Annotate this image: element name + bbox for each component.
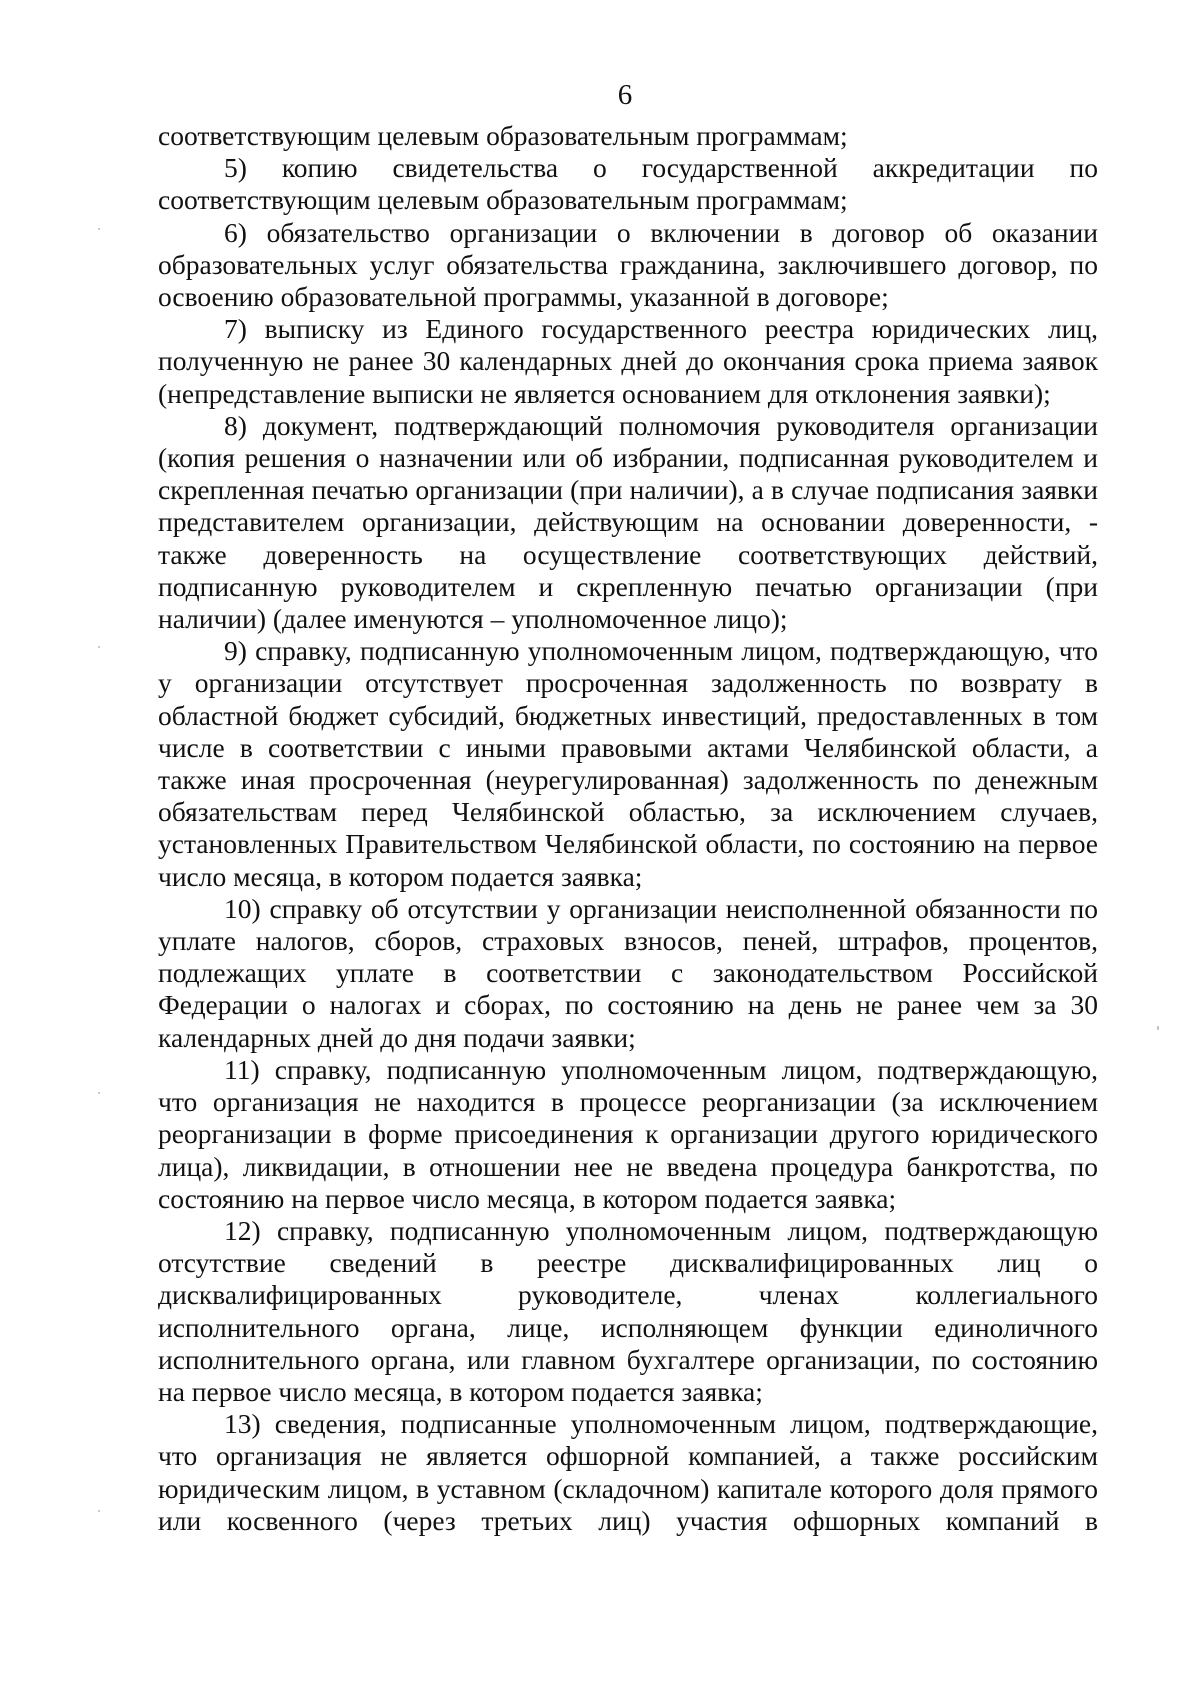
- scan-speck: [1157, 1026, 1159, 1030]
- scan-speck: [98, 1092, 100, 1094]
- list-item-6: 6) обязательство организации о включении в договор об оказании образовательных услуг обязательства гражданина, заключившего договор, по освоению образовательной программы, указанной в договоре;: [158, 216, 1098, 313]
- list-item-13: 13) сведения, подписанные уполномоченным лицом, подтверждающие, что организация не является офшорной компанией, а также российским юридическим лицом, в уставном (складочном) капитале которого доля прямого или косвенного (через третьих лиц) участия офшорных компаний в: [158, 1408, 1098, 1536]
- page-number: 6: [617, 79, 633, 111]
- document-body: [158, 120, 1098, 1537]
- scan-speck: [98, 228, 100, 230]
- list-item-9: 9) справку, подписанную уполномоченным лицом, подтверждающую, что у организации отсутствует просроченная задолженность по возврату в областной бюджет субсидий, бюджетных инвестиций, предоставленных в том числе в соответствии с иными правовыми актами Челябинской области, а также иная просроченная (неурегулированная) задолженность по денежным обязательствам перед Челябинской областью, за исключением случаев, установленных Правительством Челябинской области, по состоянию на первое число месяца, в котором подается заявка;: [158, 635, 1098, 892]
- paragraph-continuation: соответствующим целевым образовательным программам;: [158, 120, 848, 151]
- list-item-10: 10) справку об отсутствии у организации неисполненной обязанности по уплате налогов, сборов, страховых взносов, пеней, штрафов, процентов, подлежащих уплате в соответствии с законодательством Российской Федерации о налогах и сборах, по состоянию на день не ранее чем за 30 календарных дней до дня подачи заявки;: [158, 892, 1098, 1053]
- list-item-11: 11) справку, подписанную уполномоченным лицом, подтверждающую, что организация не находится в процессе реорганизации (за исключением реорганизации в форме присоединения к организации другого юридического лица), ликвидации, в отношении нее не введена процедура банкротства, по состоянию на первое число месяца, в котором подается заявка;: [158, 1053, 1098, 1214]
- scan-speck: [98, 646, 100, 648]
- list-item-5: 5) копию свидетельства о государственной аккредитации по соответствующим целевым образовательным программам;: [158, 152, 1098, 216]
- list-item-12: 12) справку, подписанную уполномоченным лицом, подтверждающую отсутствие сведений в реестре дисквалифицированных лиц о дисквалифицированных руководителе, членах коллегиального исполнительного органа, лице, исполняющем функции единоличного исполнительного органа, или главном бухгалтере организации, по состоянию на первое число месяца, в котором подается заявка;: [158, 1214, 1098, 1407]
- list-item-7: 7) выписку из Единого государственного реестра юридических лиц, полученную не ранее 30 календарных дней до окончания срока приема заявок (непредставление выписки не является основанием для отклонения заявки);: [158, 313, 1098, 409]
- list-item-8: 8) документ, подтверждающий полномочия руководителя организации (копия решения о назначении или об избрании, подписанная руководителем и скрепленная печатью организации (при наличии), а в случае подписания заявки представителем организации, действующим на основании доверенности, - также доверенность на осуществление соответствующих действий, подписанную руководителем и скрепленную печатью организации (при наличии) (далее именуются – уполномоченное лицо);: [158, 409, 1098, 635]
- scan-speck: [98, 1510, 100, 1512]
